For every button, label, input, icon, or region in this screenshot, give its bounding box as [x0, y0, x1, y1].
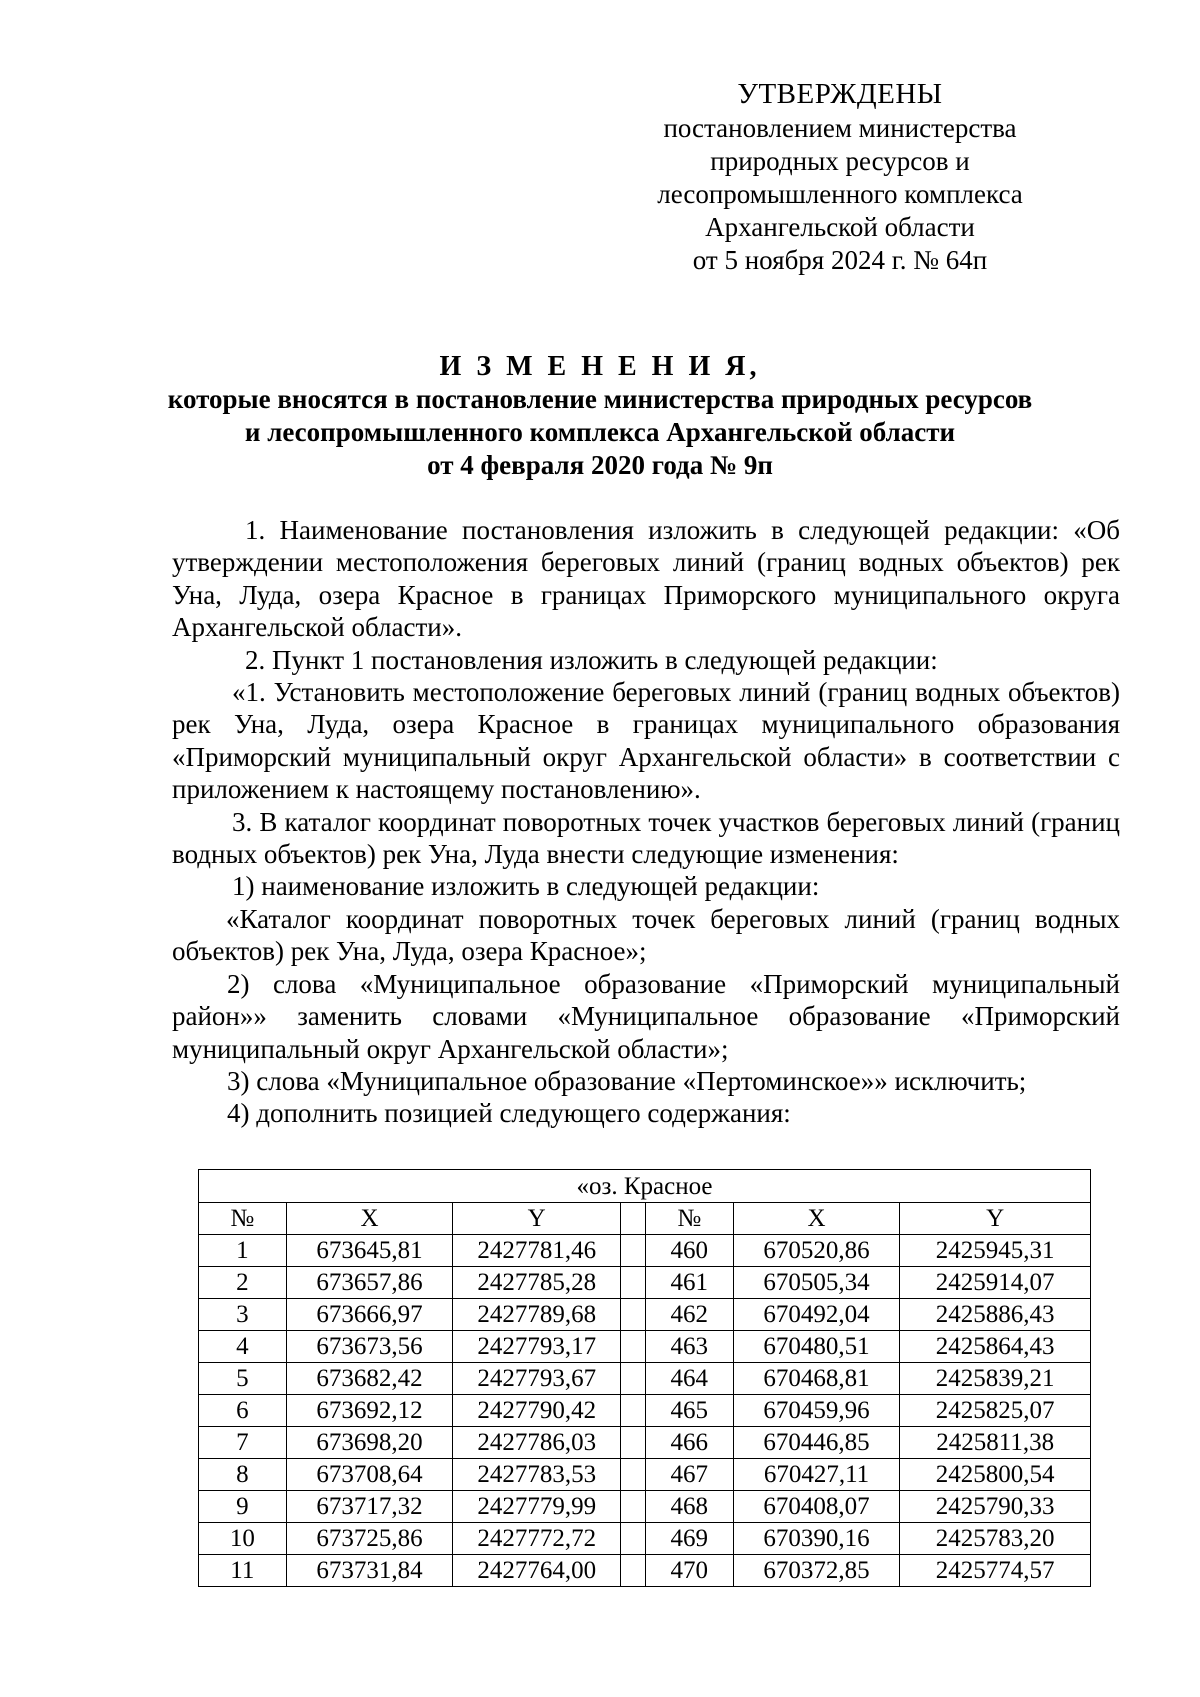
table-cell: 6 — [199, 1395, 287, 1427]
table-cell: 2425774,57 — [900, 1555, 1091, 1587]
table-cell: 2427781,46 — [453, 1235, 621, 1267]
table-row — [199, 1555, 1091, 1587]
table-cell: 2425914,07 — [900, 1267, 1091, 1299]
paragraph: 1. Наименование постановления изложить в следующей редакции: «Об утверждении местоположения береговых линий (границ водных объектов) рек Уна, Луда, озера Красное в границах Приморского муниципального округа Архангельской области». — [172, 515, 1120, 643]
column-gap — [621, 1523, 646, 1555]
table-cell: 673692,12 — [286, 1395, 453, 1427]
paragraph: 3. В каталог координат поворотных точек участков береговых линий (границ водных объектов) рек Уна, Луда внести следующие изменения: — [172, 806, 1120, 870]
paragraph: 2) слова «Муниципальное образование «Приморский муниципальный район»» заменить словами «Муниципальное образование «Приморский муниципальный округ Архангельской области»; — [172, 968, 1120, 1064]
column-gap — [621, 1267, 646, 1299]
column-gap — [621, 1331, 646, 1363]
column-header: X — [286, 1203, 453, 1235]
table-cell: 460 — [645, 1235, 733, 1267]
table-row — [199, 1331, 1091, 1363]
table-row — [199, 1235, 1091, 1267]
table-cell: 2425783,20 — [900, 1523, 1091, 1555]
paragraph: 2. Пункт 1 постановления изложить в следующей редакции: — [245, 644, 938, 675]
approval-title: УТВЕРЖДЕНЫ — [737, 78, 943, 110]
table-cell: 2427790,42 — [453, 1395, 621, 1427]
column-gap — [621, 1235, 646, 1267]
table-row — [199, 1459, 1091, 1491]
approval-line: Архангельской области — [705, 212, 975, 242]
table-cell: 5 — [199, 1363, 287, 1395]
paragraph: «Каталог координат поворотных точек береговых линий (границ водных объектов) рек Уна, Луда, озера Красное»; — [172, 903, 1120, 967]
table-cell: 670427,11 — [733, 1459, 900, 1491]
table-cell: 463 — [645, 1331, 733, 1363]
table-caption: «оз. Красное — [199, 1170, 1091, 1203]
table-cell: 670520,86 — [733, 1235, 900, 1267]
table-cell: 2425864,43 — [900, 1331, 1091, 1363]
table-cell: 673673,56 — [286, 1331, 453, 1363]
table-cell: 670372,85 — [733, 1555, 900, 1587]
table-cell: 464 — [645, 1363, 733, 1395]
table-cell: 673731,84 — [286, 1555, 453, 1587]
table-cell: 673645,81 — [286, 1235, 453, 1267]
heading-line: которые вносятся в постановление министерства природных ресурсов — [167, 384, 1033, 414]
heading-line: и лесопромышленного комплекса Архангельской области — [244, 417, 956, 447]
table-cell: 462 — [645, 1299, 733, 1331]
table-cell: 670505,34 — [733, 1267, 900, 1299]
table-cell: 2425839,21 — [900, 1363, 1091, 1395]
coordinates-table — [198, 1169, 1091, 1587]
table-header-row — [199, 1203, 1091, 1235]
column-gap — [621, 1491, 646, 1523]
table-cell: 11 — [199, 1555, 287, 1587]
table-cell: 673698,20 — [286, 1427, 453, 1459]
table-cell: 2425886,43 — [900, 1299, 1091, 1331]
table-cell: 2425790,33 — [900, 1491, 1091, 1523]
table-cell: 2425800,54 — [900, 1459, 1091, 1491]
table-cell: 465 — [645, 1395, 733, 1427]
column-header: № — [199, 1203, 287, 1235]
table-cell: 1 — [199, 1235, 287, 1267]
table-cell: 2427785,28 — [453, 1267, 621, 1299]
document-heading — [150, 350, 1050, 482]
column-gap — [621, 1203, 646, 1235]
table-cell: 2427789,68 — [453, 1299, 621, 1331]
column-header: Y — [453, 1203, 621, 1235]
approval-line: постановлением министерства — [663, 113, 1017, 143]
table-cell: 10 — [199, 1523, 287, 1555]
table-cell: 670468,81 — [733, 1363, 900, 1395]
table-cell: 466 — [645, 1427, 733, 1459]
table-cell: 670408,07 — [733, 1491, 900, 1523]
approval-line: лесопромышленного комплекса — [657, 179, 1023, 209]
table-cell: 670492,04 — [733, 1299, 900, 1331]
table-cell: 670480,51 — [733, 1331, 900, 1363]
table-cell: 2427764,00 — [453, 1555, 621, 1587]
table-cell: 670446,85 — [733, 1427, 900, 1459]
column-gap — [621, 1459, 646, 1491]
table-row — [199, 1363, 1091, 1395]
table-cell: 468 — [645, 1491, 733, 1523]
heading-line: от 4 февраля 2020 года № 9п — [427, 450, 773, 480]
table-cell: 7 — [199, 1427, 287, 1459]
table-cell: 673682,42 — [286, 1363, 453, 1395]
approval-line: от 5 ноября 2024 г. № 64п — [692, 245, 988, 275]
paragraph: 4) дополнить позицией следующего содержания: — [227, 1098, 791, 1129]
table-row — [199, 1427, 1091, 1459]
paragraph: «1. Установить местоположение береговых линий (границ водных объектов) рек Уна, Луда, озера Красное в границах муниципального образования «Приморский муниципальный округ Архангельской области» в соответствии с приложением к настоящему постановлению». — [172, 677, 1120, 805]
document-body — [172, 514, 1120, 1130]
column-header: X — [733, 1203, 900, 1235]
paragraph: 3) слова «Муниципальное образование «Пертоминское»» исключить; — [227, 1065, 1027, 1096]
table-cell: 673657,86 — [286, 1267, 453, 1299]
approval-block — [640, 78, 1040, 277]
column-gap — [621, 1427, 646, 1459]
table-cell: 2427779,99 — [453, 1491, 621, 1523]
table-row — [199, 1523, 1091, 1555]
table-cell: 673725,86 — [286, 1523, 453, 1555]
column-header: № — [645, 1203, 733, 1235]
table-cell: 2427793,17 — [453, 1331, 621, 1363]
heading-title: И З М Е Н Е Н И Я, — [439, 351, 761, 382]
table-row — [199, 1267, 1091, 1299]
approval-line: природных ресурсов и — [710, 146, 970, 176]
table-cell: 467 — [645, 1459, 733, 1491]
table-cell: 670459,96 — [733, 1395, 900, 1427]
table-cell: 670390,16 — [733, 1523, 900, 1555]
column-gap — [621, 1395, 646, 1427]
paragraph: 1) наименование изложить в следующей редакции: — [232, 871, 820, 902]
table-cell: 469 — [645, 1523, 733, 1555]
table-cell: 673717,32 — [286, 1491, 453, 1523]
table-cell: 673666,97 — [286, 1299, 453, 1331]
table-cell: 2427786,03 — [453, 1427, 621, 1459]
table-cell: 2425825,07 — [900, 1395, 1091, 1427]
table-cell: 9 — [199, 1491, 287, 1523]
table-cell: 2425811,38 — [900, 1427, 1091, 1459]
table-cell: 461 — [645, 1267, 733, 1299]
column-gap — [621, 1299, 646, 1331]
table-row — [199, 1491, 1091, 1523]
table-cell: 3 — [199, 1299, 287, 1331]
column-gap — [621, 1555, 646, 1587]
table-cell: 4 — [199, 1331, 287, 1363]
table-row — [199, 1299, 1091, 1331]
table-cell: 470 — [645, 1555, 733, 1587]
table-cell: 2427783,53 — [453, 1459, 621, 1491]
table-cell: 2425945,31 — [900, 1235, 1091, 1267]
table-cell: 8 — [199, 1459, 287, 1491]
table-row — [199, 1395, 1091, 1427]
table-cell: 2427793,67 — [453, 1363, 621, 1395]
table-cell: 2427772,72 — [453, 1523, 621, 1555]
table-cell: 673708,64 — [286, 1459, 453, 1491]
column-gap — [621, 1363, 646, 1395]
column-header: Y — [900, 1203, 1091, 1235]
table-cell: 2 — [199, 1267, 287, 1299]
